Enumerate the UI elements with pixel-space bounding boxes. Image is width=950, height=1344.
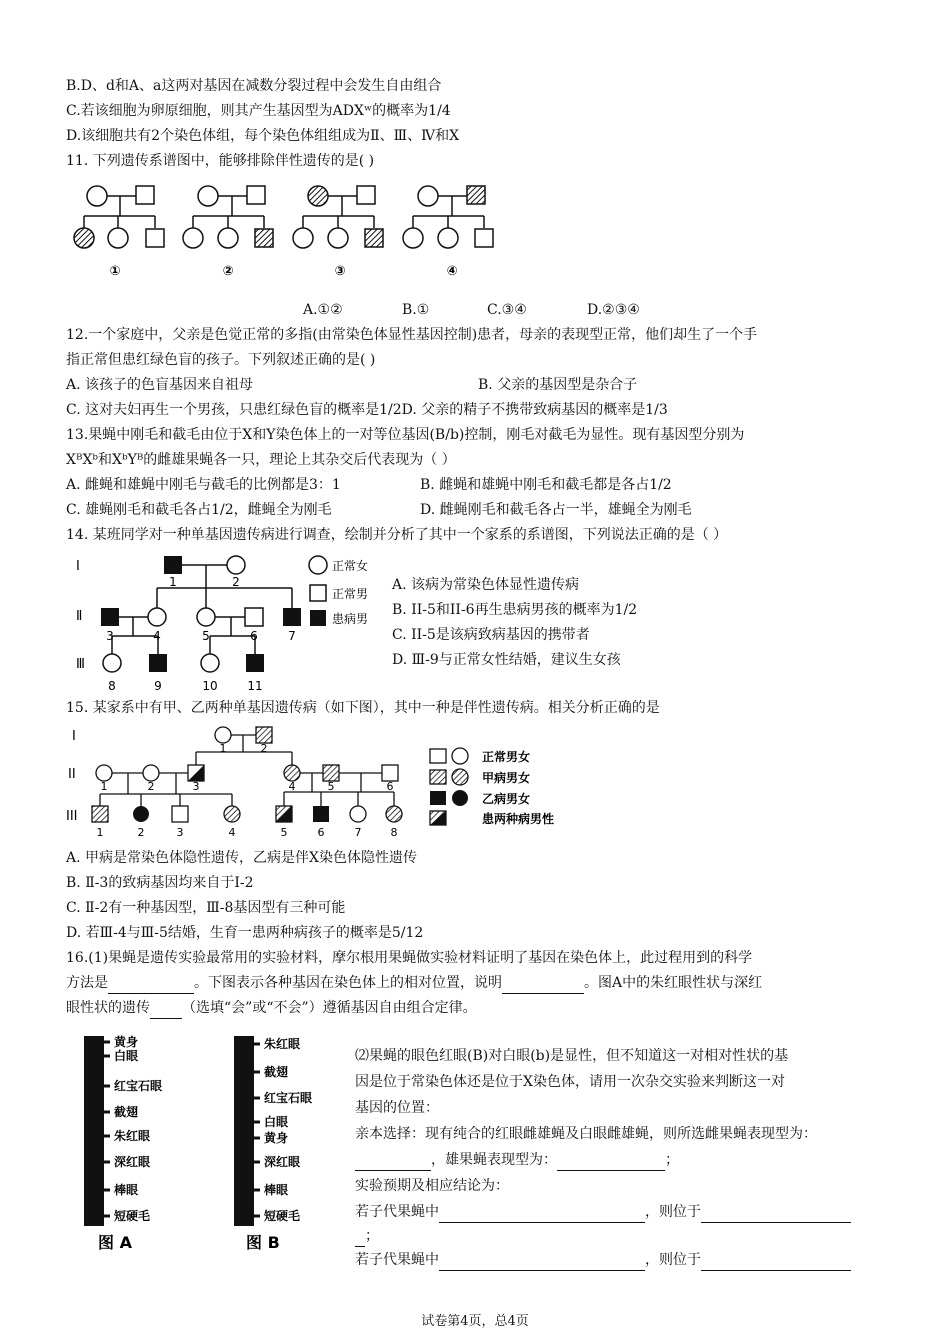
q15-ii-6: 6: [386, 780, 394, 793]
q11-option-c: C.③④: [487, 302, 527, 318]
q16-p2-line6: 实验预期及相应结论为：: [355, 1178, 509, 1194]
fig-a-gene-6: 深红眼: [114, 1155, 151, 1169]
q15-iii-4: 4: [228, 826, 236, 839]
q15-stem: 15. 某家系中有甲、乙两种单基因遗传病（如下图），其中一种是伴性遗传病。相关分析正确的是: [66, 700, 660, 716]
q15-ii-4: 4: [288, 780, 296, 793]
q14-option-a: A. 该病为常染色体显性遗传病: [392, 577, 580, 593]
q11-option-b: B.①: [402, 302, 430, 318]
q16-text: ；: [365, 1228, 379, 1244]
fig-b-gene-1: 朱红眼: [264, 1037, 301, 1051]
q15-iii-5: 5: [280, 826, 288, 839]
q15-iii-6: 6: [317, 826, 325, 839]
q16-p2-line1: ⑵果蝇的眼色红眼(B)对白眼(b)是显性，但不知道这一对相对性状的基: [355, 1048, 789, 1064]
q16-line2: [66, 973, 762, 994]
answer-blank[interactable]: [150, 998, 182, 1019]
q14-id-3: 3: [106, 629, 114, 643]
q14-gen-1: Ⅰ: [76, 559, 80, 574]
q15-gen-3: III: [66, 809, 78, 824]
q16-line1: 16.(1)果蝇是遗传实验最常用的实验材料，摩尔根用果蝇做实验材料证明了基因在染色体上，此过程用到的科学: [66, 950, 753, 966]
answer-blank[interactable]: [557, 1150, 665, 1171]
q13-stem-line2: XᴮXᵇ和XᵇYᴮ的雌雄果蝇各一只，理论上其杂交后代表现为（ ）: [66, 452, 456, 468]
q16-p2-line9: [355, 1250, 851, 1271]
q16-p2-line3: 基因的位置：: [355, 1100, 439, 1116]
fig-b-gene-2: 截翅: [264, 1065, 289, 1079]
q16-text: ，则位于: [645, 1204, 701, 1220]
q14-id-1: 1: [169, 575, 177, 589]
q11-stem: 11. 下列遗传系谱图中，能够排除伴性遗传的是( ): [66, 153, 375, 169]
q14-option-d: D. Ⅲ-9与正常女性结婚，建议生女孩: [392, 652, 621, 668]
q15-option-d: D. 若Ⅲ-4与Ⅲ-5结婚，生育一患两种病孩子的概率是5/12: [66, 925, 424, 941]
q16-p2-line4: 亲本选择：现有纯合的红眼雌雄蝇及白眼雌雄蝇，则所选雌果蝇表现型为：: [355, 1126, 817, 1142]
q13-option-d: D. 雌蝇刚毛和截毛各占一半，雄蝇全为刚毛: [420, 502, 692, 518]
q16-line3: [66, 998, 477, 1019]
q14-id-7: 7: [288, 629, 296, 643]
fig-b-label: 图 B: [246, 1233, 280, 1252]
q15-legend-normal: 正常男女: [482, 750, 531, 764]
q14-option-c: C. II-5是该病致病基因的携带者: [392, 627, 590, 643]
q14-stem: 14. 某班同学对一种单基因遗传病进行调查，绘制并分析了其中一个家系的系谱图，下列说法正确的是（ ）: [66, 527, 728, 543]
answer-blank[interactable]: [439, 1250, 645, 1271]
answer-blank[interactable]: [355, 1150, 431, 1171]
fig-a-gene-4: 截翅: [114, 1105, 139, 1119]
fig-a-gene-1: 黄身: [114, 1035, 139, 1049]
q12-option-cd: C. 这对夫妇再生一个男孩，只患红绿色盲的概率是1/2D. 父亲的精子不携带致病基因的概率是1/3: [66, 402, 668, 418]
q14-id-9: 9: [154, 679, 162, 693]
answer-blank[interactable]: [439, 1202, 645, 1223]
q13-option-a: A. 雌蝇和雄蝇中刚毛与截毛的比例都是3：1: [66, 477, 341, 493]
fig-a-gene-2: 白眼: [114, 1049, 139, 1063]
q15-i-2: 2: [260, 742, 268, 755]
fig-b-gene-3: 红宝石眼: [264, 1091, 313, 1105]
q14-id-5: 5: [202, 629, 210, 643]
q11-label-4: ④: [446, 264, 458, 279]
q12-option-a: A. 该孩子的色盲基因来自祖母: [66, 377, 254, 393]
q10-option-d: D.该细胞共有2个染色体组，每个染色体组组成为Ⅱ、Ⅲ、Ⅳ和X: [66, 128, 460, 144]
q16-text: 。图A中的朱红眼性状与深红: [584, 975, 763, 991]
q11-pedigree-2: [183, 186, 273, 248]
q16-p2-line8: [355, 1226, 379, 1247]
q14-id-10: 10: [202, 679, 218, 693]
q16-text: 眼性状的遗传: [66, 1000, 150, 1016]
q14-legend-affected-male: 患病男: [332, 612, 369, 626]
chromosome-a: [84, 1036, 104, 1226]
q14-pedigree-figure: [66, 548, 386, 698]
fig-b-gene-6: 深红眼: [264, 1155, 301, 1169]
q12-stem-line1: 12.一个家庭中，父亲是色觉正常的多指(由常染色体显性基因控制)患者，母亲的表现型正常，他们却生了一个手: [66, 327, 758, 343]
q16-text: 若子代果蝇中: [355, 1204, 439, 1220]
fig-a-gene-7: 棒眼: [114, 1183, 139, 1197]
q11-option-d: D.②③④: [587, 302, 640, 318]
q15-iii-8: 8: [390, 826, 398, 839]
q15-gen-2: II: [68, 767, 76, 782]
q16-p2-line2: 因是位于常染色体还是位于X染色体，请用一次杂交实验来判断这一对: [355, 1074, 785, 1090]
q11-label-3: ③: [334, 264, 346, 279]
q16-text: （选填“会”或“不会”）遵循基因自由组合定律。: [182, 1000, 477, 1016]
q15-ii-5: 5: [327, 780, 335, 793]
q13-option-b: B. 雌蝇和雄蝇中刚毛和截毛都是各占1/2: [420, 477, 672, 493]
q15-legend-disease-b: 乙病男女: [482, 792, 531, 806]
q15-legend-both: 患两种病男性: [482, 812, 555, 826]
answer-blank[interactable]: [701, 1250, 851, 1271]
q15-ii-1: 1: [100, 780, 108, 793]
answer-blank[interactable]: [108, 973, 194, 994]
q14-legend-normal-male: 正常男: [332, 587, 369, 601]
q14-id-11: 11: [247, 679, 263, 693]
q11-pedigree-1: [74, 186, 164, 248]
answer-blank[interactable]: [502, 973, 584, 994]
q15-gen-1: I: [72, 729, 76, 744]
fig-a-gene-8: 短硬毛: [114, 1209, 151, 1223]
q16-text: 若子代果蝇中: [355, 1252, 439, 1268]
q10-option-c: C.若该细胞为卵原细胞，则其产生基因型为ADXʷ的概率为1/4: [66, 103, 451, 119]
q16-text: ，雄果蝇表现型为：: [431, 1152, 557, 1168]
q11-pedigree-figure: [60, 178, 510, 293]
q14-legend-normal-female: 正常女: [332, 559, 369, 573]
q14-id-4: 4: [153, 629, 161, 643]
q14-id-8: 8: [108, 679, 116, 693]
answer-blank[interactable]: [701, 1202, 851, 1223]
page-footer: 试卷第4页，总4页: [421, 1314, 529, 1329]
q12-option-b: B. 父亲的基因型是杂合子: [478, 377, 638, 393]
fig-b-gene-7: 棒眼: [264, 1183, 289, 1197]
q13-option-c: C. 雄蝇刚毛和截毛各占1/2，雌蝇全为刚毛: [66, 502, 332, 518]
q15-iii-3: 3: [176, 826, 184, 839]
q14-id-2: 2: [232, 575, 240, 589]
q14-gen-2: Ⅱ: [76, 609, 83, 624]
q15-ii-2: 2: [147, 780, 155, 793]
q15-legend-disease-a: 甲病男女: [482, 771, 531, 785]
q15-ii-3: 3: [192, 780, 200, 793]
q12-stem-line2: 指正常但患红绿色盲的孩子。下列叙述正确的是( ): [66, 352, 376, 368]
q11-pedigree-3: [293, 186, 383, 248]
q16-text: 。下图表示各种基因在染色体上的相对位置，说明: [194, 975, 502, 991]
q13-stem-line1: 13.果蝇中刚毛和截毛由位于X和Y染色体上的一对等位基因(B/b)控制，刚毛对截毛为显性。现有基因型分别为: [66, 427, 745, 443]
q14-id-6: 6: [250, 629, 258, 643]
q11-label-1: ①: [109, 264, 121, 279]
q15-option-c: C. Ⅱ-2有一种基因型，Ⅲ-8基因型有三种可能: [66, 900, 346, 916]
fig-a-gene-5: 朱红眼: [114, 1129, 151, 1143]
fig-b-gene-5: 黄身: [264, 1131, 289, 1145]
answer-blank[interactable]: [355, 1226, 365, 1247]
q16-text: ；: [665, 1152, 679, 1168]
q15-pedigree-figure: [66, 720, 606, 842]
q15-iii-1: 1: [96, 826, 104, 839]
q11-option-a: A.①②: [303, 302, 343, 318]
q15-i-1: 1: [219, 742, 227, 755]
q14-gen-3: Ⅲ: [76, 657, 85, 672]
fig-b-gene-4: 白眼: [264, 1115, 289, 1129]
q16-p2-line7: [355, 1202, 851, 1223]
q10-option-b: B.D、d和A、a这两对基因在减数分裂过程中会发生自由组合: [66, 78, 442, 94]
fig-b-gene-8: 短硬毛: [264, 1209, 301, 1223]
q16-text: ，则位于: [645, 1252, 701, 1268]
fig-a-gene-3: 红宝石眼: [114, 1079, 163, 1093]
chromosome-figure: [66, 1032, 344, 1258]
q16-p2-line5: [355, 1150, 679, 1171]
q15-option-b: B. Ⅱ-3的致病基因均来自于I-2: [66, 875, 254, 891]
q15-iii-7: 7: [354, 826, 362, 839]
q14-option-b: B. II-5和II-6再生患病男孩的概率为1/2: [392, 602, 638, 618]
q11-label-2: ②: [222, 264, 234, 279]
chromosome-b: [234, 1036, 254, 1226]
q15-option-a: A. 甲病是常染色体隐性遗传，乙病是伴X染色体隐性遗传: [66, 850, 417, 866]
q15-iii-2: 2: [137, 826, 145, 839]
q11-pedigree-4: [403, 186, 493, 248]
q16-text: 方法是: [66, 975, 108, 991]
fig-a-label: 图 A: [98, 1233, 132, 1252]
